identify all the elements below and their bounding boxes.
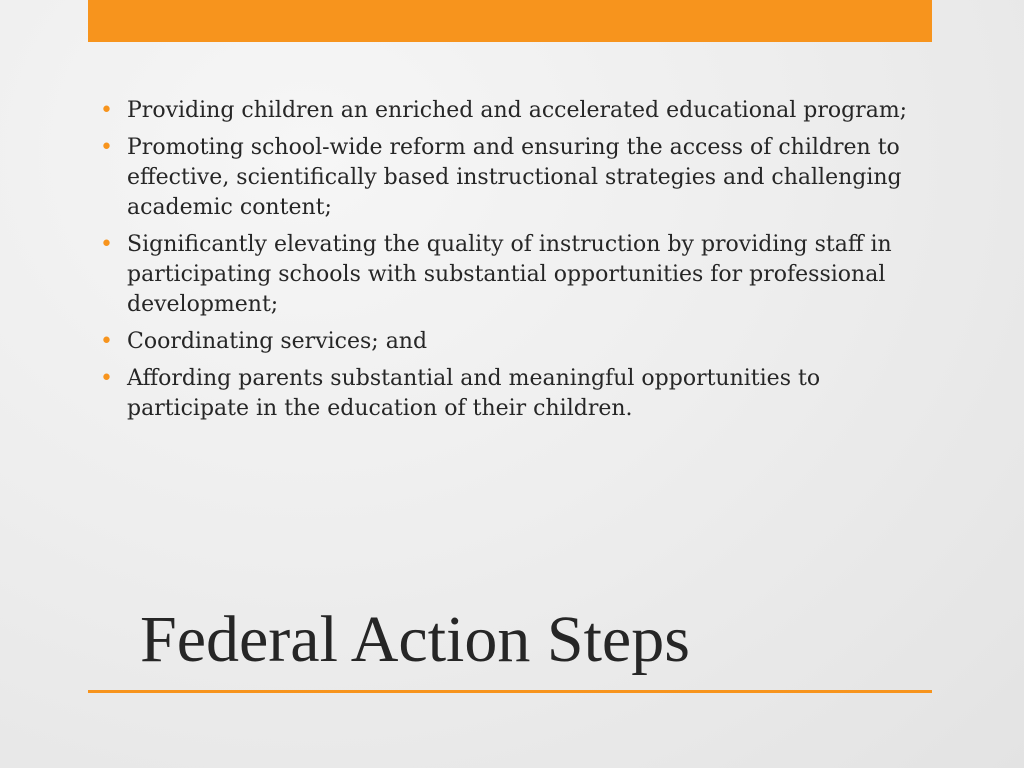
bullet-item bbox=[100, 230, 920, 320]
bullet-item bbox=[100, 327, 920, 357]
bullet-text: Coordinating services; and bbox=[127, 329, 428, 354]
bullet-item bbox=[100, 364, 920, 424]
bullet-text: Providing children an enriched and accelerated educational program; bbox=[127, 98, 908, 123]
bullet-icon: • bbox=[100, 366, 113, 391]
bullet-list bbox=[100, 96, 920, 424]
top-accent-bar bbox=[88, 0, 932, 42]
bullet-icon: • bbox=[100, 135, 113, 160]
bullet-icon: • bbox=[100, 329, 113, 354]
bullet-text: Affording parents substantial and meaningful opportunities to participate in the education of their children. bbox=[127, 366, 821, 421]
bullet-item bbox=[100, 133, 920, 223]
bullet-icon: • bbox=[100, 98, 113, 123]
bullet-item bbox=[100, 96, 920, 126]
bullet-text: Promoting school-wide reform and ensuring the access of children to effective, scientifically based instructional strategies and challenging academic content; bbox=[127, 135, 902, 220]
content-area bbox=[100, 96, 920, 431]
bullet-icon: • bbox=[100, 232, 113, 257]
slide-title: Federal Action Steps bbox=[140, 603, 690, 676]
title-underline bbox=[88, 690, 932, 693]
bullet-text: Significantly elevating the quality of instruction by providing staff in participating schools with substantial opportunities for professional development; bbox=[127, 232, 892, 317]
